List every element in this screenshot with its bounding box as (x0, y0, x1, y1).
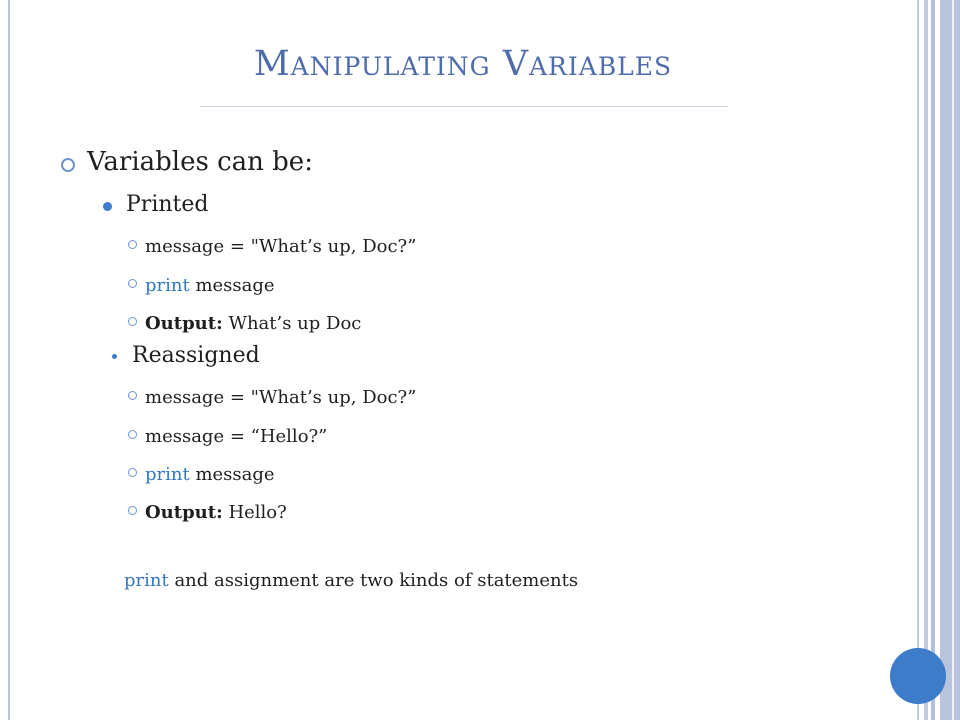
code-line: message = "What’s up, Doc?” (145, 236, 417, 257)
ring-bullet-icon (128, 279, 137, 288)
keyword-print: print (145, 275, 190, 296)
note-text: and assignment are two kinds of statements (168, 570, 579, 591)
title-underline (200, 106, 728, 107)
dot-bullet-icon (112, 354, 117, 359)
code-line: message = "What’s up, Doc?” (145, 387, 417, 408)
bullet-printed: Printed (126, 192, 209, 217)
keyword-print: print (145, 464, 190, 485)
ring-bullet-icon (128, 317, 137, 326)
dot-bullet-icon (103, 202, 112, 211)
output-value: Hello? (222, 502, 287, 523)
right-stripe (917, 0, 919, 720)
output-label: Output: (145, 502, 223, 523)
output-line (145, 313, 361, 334)
right-stripe (924, 0, 928, 720)
summary-note (124, 570, 578, 591)
decorative-circle (890, 648, 946, 704)
right-stripe (940, 0, 960, 720)
right-stripe-highlight (952, 0, 954, 720)
code-text: message (189, 464, 275, 485)
ring-bullet-icon (128, 430, 137, 439)
code-text: message (189, 275, 275, 296)
ring-bullet-icon (128, 468, 137, 477)
ring-bullet-icon (128, 240, 137, 249)
bullet-reassigned: Reassigned (132, 343, 260, 368)
slide-title: Manipulating Variables (253, 44, 673, 84)
code-line: message = “Hello?” (145, 426, 328, 447)
output-label: Output: (145, 313, 223, 334)
right-stripe (931, 0, 935, 720)
output-line (145, 502, 287, 523)
code-line (145, 275, 275, 296)
code-line (145, 464, 275, 485)
left-frame-line (8, 0, 10, 720)
ring-bullet-icon (61, 158, 75, 172)
ring-bullet-icon (128, 506, 137, 515)
ring-bullet-icon (128, 391, 137, 400)
output-value: What’s up Doc (222, 313, 362, 334)
keyword-print: print (124, 570, 169, 591)
bullet-variables: Variables can be: (87, 147, 313, 177)
